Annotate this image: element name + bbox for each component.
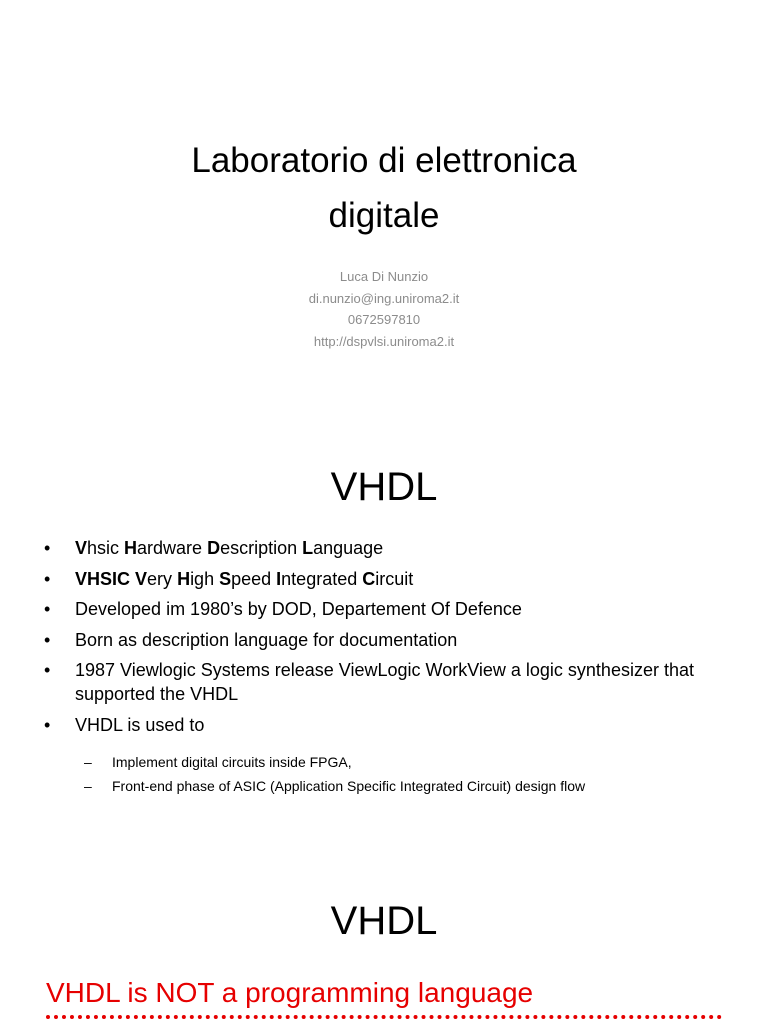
red-headline: VHDL is NOT a programming language <box>46 977 534 1008</box>
bullet-text-1987: 1987 Viewlogic Systems release ViewLogic WorkView a logic synthesizer that supported the VHDL <box>75 660 694 705</box>
author-name: Luca Di Nunzio <box>339 269 429 284</box>
sub-bullet-asic <box>0 777 768 795</box>
bullet-icon: • <box>44 629 51 650</box>
bullet-icon: • <box>44 538 51 558</box>
bullet-1987 <box>0 658 768 706</box>
bullet-text-acronym: Vhsic Hardware Description Language <box>75 538 384 558</box>
bullet-acronym <box>0 536 768 560</box>
slide-title: VHDL <box>330 465 438 509</box>
author-phone: 0672597810 <box>347 312 421 327</box>
bullet-developed <box>0 597 768 621</box>
bullet-text-born: Born as description language for documentation <box>75 629 458 650</box>
author-contact-block <box>0 266 768 352</box>
slide-title: VHDL <box>330 899 438 943</box>
author-website: http://dspvlsi.uniroma2.it <box>313 333 455 349</box>
bullet-icon: • <box>44 568 51 589</box>
bullet-icon: • <box>44 599 51 620</box>
bullet-list <box>0 536 768 744</box>
vhdl-not-programming-slide <box>0 836 768 1024</box>
presentation-title <box>0 133 768 243</box>
bullet-icon: • <box>44 660 51 681</box>
bullet-text-used-to: VHDL is used to <box>75 714 205 735</box>
bullet-icon: • <box>44 714 51 735</box>
dash-icon: – <box>84 778 92 794</box>
sub-bullet-text-asic: Front-end phase of ASIC (Application Specific Integrated Circuit) design flow <box>112 778 586 794</box>
red-dotted-divider <box>46 1015 722 1019</box>
sub-bullet-list <box>0 747 768 801</box>
title-line-1: Laboratorio di elettronica <box>191 141 577 180</box>
bullet-text-developed: Developed im 1980’s by DOD, Departement Of Defence <box>75 599 522 620</box>
title-slide <box>0 0 768 404</box>
title-line-2: digitale <box>328 196 440 235</box>
bullet-text-vhsic: VHSIC Very High Speed Integrated Circuit <box>75 568 414 589</box>
author-email: di.nunzio@ing.uniroma2.it <box>308 290 460 306</box>
vhdl-intro-slide <box>0 404 768 836</box>
bullet-vhsic <box>0 567 768 591</box>
bullet-born <box>0 628 768 652</box>
bullet-used-to <box>0 713 768 737</box>
sub-bullet-text-fpga: Implement digital circuits inside FPGA, <box>112 754 352 770</box>
sub-bullet-fpga <box>0 753 768 771</box>
dash-icon: – <box>84 754 92 770</box>
